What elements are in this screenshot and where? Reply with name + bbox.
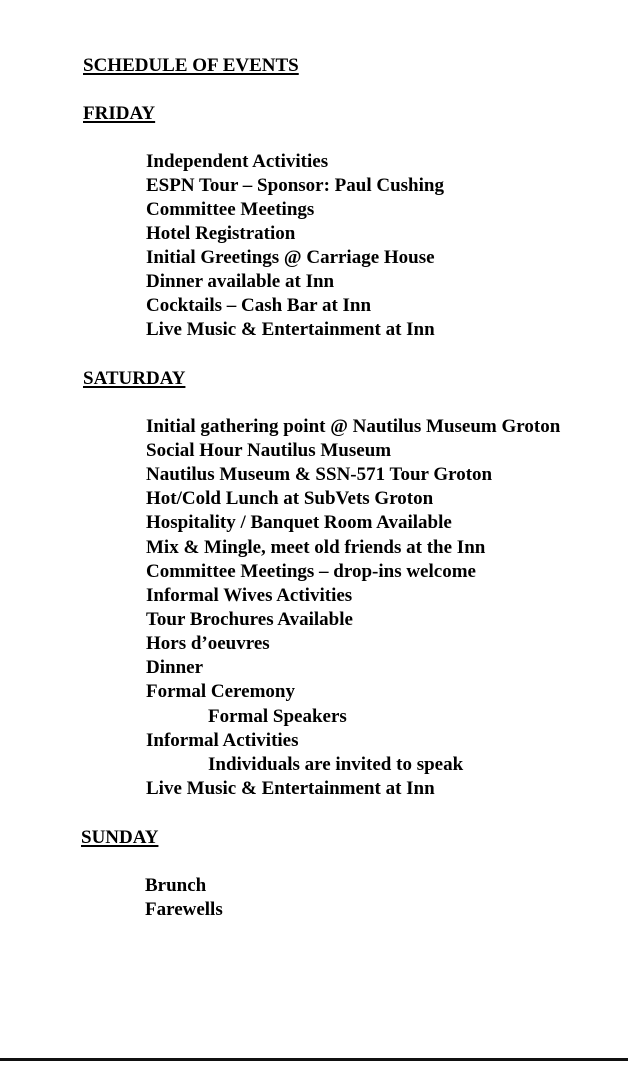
event-text: ESPN Tour – Sponsor: Paul Cushing <box>146 175 444 196</box>
event-text: Hospitality / Banquet Room Available <box>146 512 452 533</box>
event-text: Informal Activities <box>146 730 299 751</box>
event-text: Committee Meetings <box>146 199 315 220</box>
event-text: Nautilus Museum & SSN-571 Tour Groton <box>146 464 493 485</box>
event-text: Live Music & Entertainment at Inn <box>146 319 435 340</box>
event-text: Informal Wives Activities <box>146 585 353 606</box>
event-text: Independent Activities <box>146 151 329 172</box>
event-text: Tour Brochures Available <box>146 609 353 630</box>
sunday-heading: SUNDAY <box>81 827 159 848</box>
bottom-divider <box>0 1058 628 1061</box>
event-text: Dinner <box>146 657 203 678</box>
event-text: Initial Greetings @ Carriage House <box>146 247 435 268</box>
event-text: Hot/Cold Lunch at SubVets Groton <box>146 488 434 509</box>
event-text: Brunch <box>145 875 207 896</box>
event-text: Initial gathering point @ Nautilus Museum Groton <box>146 416 561 437</box>
friday-heading: FRIDAY <box>83 103 156 124</box>
event-text: Individuals are invited to speak <box>208 754 464 775</box>
event-text: Dinner available at Inn <box>146 271 335 292</box>
event-text: Hors d’oeuvres <box>146 633 270 654</box>
saturday-heading: SATURDAY <box>83 368 186 389</box>
event-text: Mix & Mingle, meet old friends at the Inn <box>146 537 486 558</box>
event-text: Formal Speakers <box>208 706 347 727</box>
event-text: Cocktails – Cash Bar at Inn <box>146 295 372 316</box>
page-title: SCHEDULE OF EVENTS <box>83 55 299 76</box>
event-text: Hotel Registration <box>146 223 296 244</box>
event-text: Social Hour Nautilus Museum <box>146 440 392 461</box>
event-text: Formal Ceremony <box>146 681 295 702</box>
event-text: Committee Meetings – drop-ins welcome <box>146 561 476 582</box>
event-text: Live Music & Entertainment at Inn <box>146 778 435 799</box>
event-text: Farewells <box>145 899 223 920</box>
